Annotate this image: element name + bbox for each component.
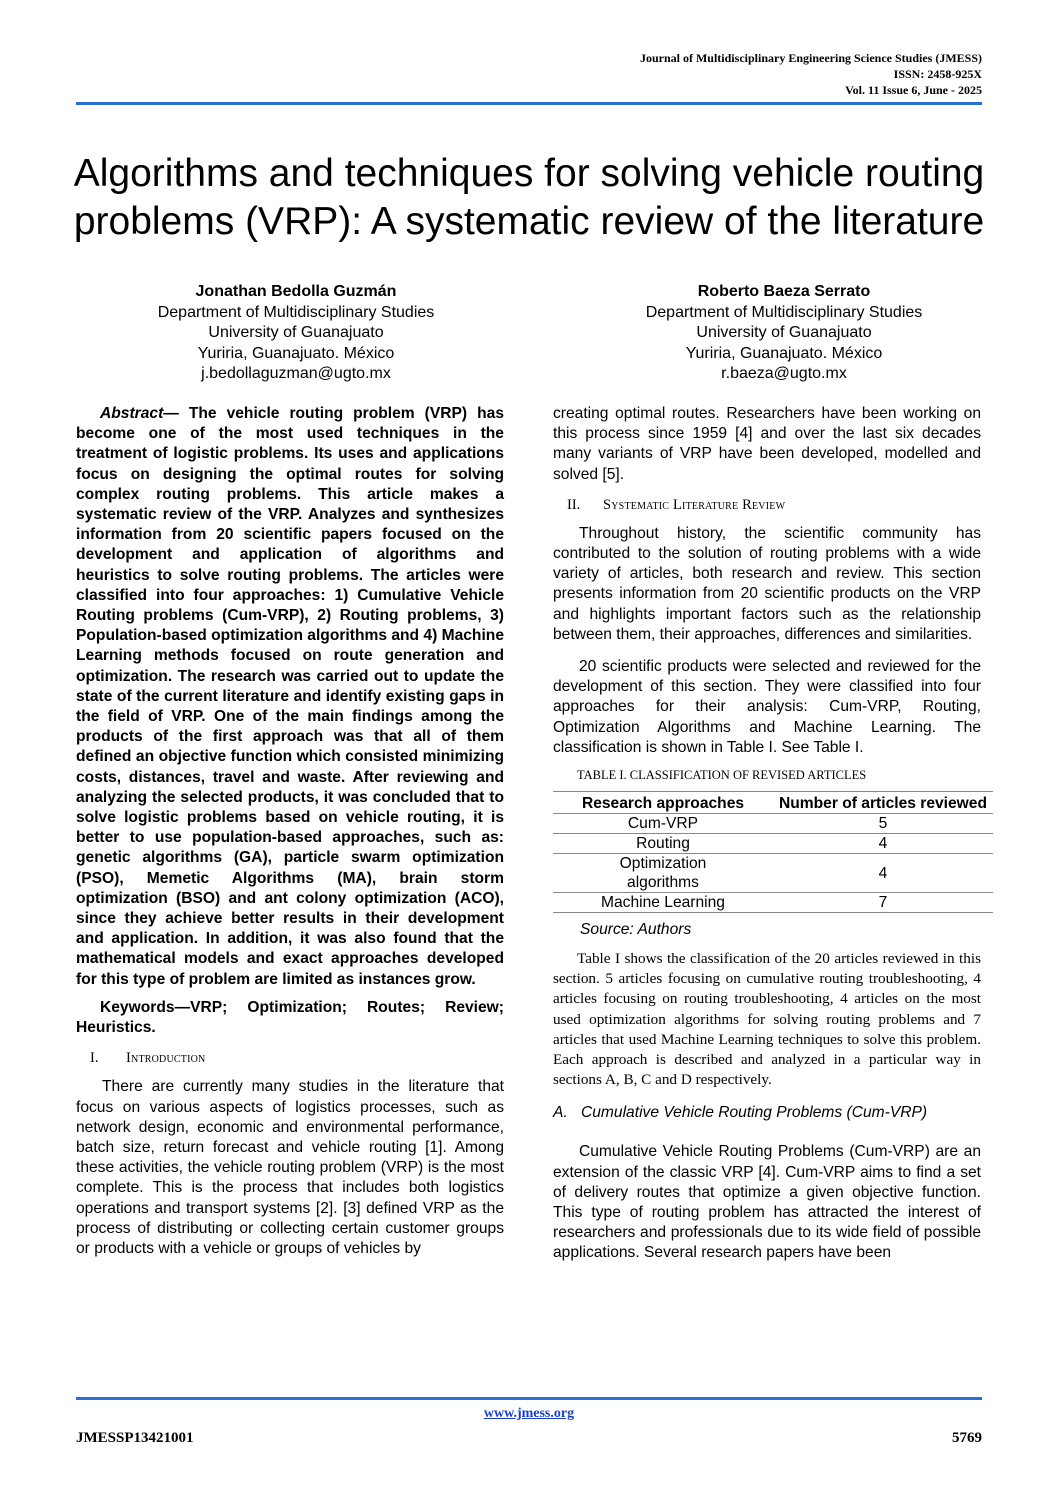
table-cell: Optimization algorithms bbox=[553, 854, 773, 893]
author-department: Department of Multidisciplinary Studies bbox=[645, 303, 923, 321]
table-cell: 7 bbox=[773, 893, 993, 913]
author-university: University of Guanajuato bbox=[208, 324, 384, 341]
footer-rule bbox=[76, 1397, 982, 1400]
page-number: 5769 bbox=[952, 1430, 982, 1446]
paragraph-introduction-cont: creating optimal routes. Researchers have been working on this process since 1959 [4] and over the last six decades many variants of VRP have been developed, modelled and solved [5]. bbox=[553, 405, 981, 483]
table-cell: 4 bbox=[773, 854, 993, 893]
author-name: Jonathan Bedolla Guzmán bbox=[195, 283, 397, 300]
paragraph-subsection-a: Cumulative Vehicle Routing Problems (Cum-VRP) are an extension of the classic VRP [4]. Cum-VRP aims to find a set of delivery routes that optimize a given objective function. This type of routing problem has attracted the interest of researchers and professionals due to its wide field of possible applications. Several research papers have been bbox=[553, 1143, 981, 1262]
abstract bbox=[76, 404, 504, 990]
table-header-cell: Number of articles reviewed bbox=[773, 792, 993, 814]
section-number: I. bbox=[90, 1050, 99, 1067]
journal-header bbox=[640, 50, 982, 98]
table-cell: Cum-VRP bbox=[553, 814, 773, 834]
subsection-title: Cumulative Vehicle Routing Problems (Cum-VRP) bbox=[581, 1104, 928, 1122]
author-university: University of Guanajuato bbox=[696, 324, 872, 341]
author-location: Yuriria, Guanajuato. México bbox=[197, 344, 395, 362]
header-rule bbox=[76, 102, 982, 105]
journal-volume: Vol. 11 Issue 6, June - 2025 bbox=[845, 83, 982, 97]
subsection-heading-a bbox=[553, 1104, 981, 1122]
section-heading-systematic-review bbox=[567, 497, 981, 514]
section-title: Introduction bbox=[126, 1050, 206, 1067]
journal-name: Journal of Multidisciplinary Engineering Science Studies (JMESS) bbox=[639, 51, 982, 65]
table-caption: TABLE I. CLASSIFICATION OF REVISED ARTICLES bbox=[577, 768, 867, 783]
table-cell: 4 bbox=[773, 834, 993, 854]
section-number: II. bbox=[567, 496, 581, 513]
table-source: Source: Authors bbox=[580, 921, 692, 939]
author-block-1 bbox=[76, 282, 516, 385]
table-cell: 5 bbox=[773, 814, 993, 834]
table-row bbox=[553, 893, 993, 913]
table-cell: Routing bbox=[553, 834, 773, 854]
abstract-dash: — bbox=[163, 405, 189, 422]
author-block-2 bbox=[564, 282, 1004, 385]
table-header-cell: Research approaches bbox=[553, 792, 773, 814]
paper-title: Algorithms and techniques for solving vehicle routing problems (VRP): A systematic review of the literature bbox=[73, 152, 985, 244]
paper-id: JMESSP13421001 bbox=[76, 1430, 194, 1446]
author-email: r.baeza@ugto.mx bbox=[721, 365, 847, 382]
classification-table bbox=[553, 791, 993, 913]
paragraph-slr-2: 20 scientific products were selected and reviewed for the development of this section. They were classified into four approaches for their analysis: Cum-VRP, Routing, Optimization Algorithms and Machine Learning. The classification is shown in Table I. See Table I. bbox=[553, 658, 981, 756]
left-column bbox=[76, 404, 504, 1259]
keywords: Keywords—VRP; Optimization; Routes; Review; Heuristics. bbox=[76, 998, 504, 1037]
table-cell: Machine Learning bbox=[553, 893, 773, 913]
author-email: j.bedollaguzman@ugto.mx bbox=[201, 365, 391, 382]
author-location: Yuriria, Guanajuato. México bbox=[685, 344, 883, 362]
table-row bbox=[553, 814, 993, 834]
author-name: Roberto Baeza Serrato bbox=[697, 283, 871, 300]
paragraph-introduction: There are currently many studies in the literature that focus on various aspects of logistics processes, such as network design, economic and environmental performance, batch size, return forecast and vehicle routing [1]. Among these activities, the vehicle routing problem (VRP) is the most complete. This is the process that includes both logistics operations and transport systems [2]. [3] defined VRP as the process of distributing or collecting certain customer groups or products with a vehicle or groups of vehicles by bbox=[76, 1078, 504, 1257]
abstract-label: Abstract bbox=[100, 405, 164, 422]
abstract-text: The vehicle routing problem (VRP) has become one of the most used techniques in the treatment of logistic problems. Its uses and applications focus on designing the optimal routes for solving complex routing problems. This article makes a systematic review of the VRP. Analyzes and synthesizes information from 20 scientific papers focused on the development and application of algorithms and heuristics to solve routing problems. The articles were classified into four approaches: 1) Cumulative Vehicle Routing problems (Cum-VRP), 2) Routing problems, 3) Population-based optimization algorithms and 4) Machine Learning methods focused on route generation and optimization. The research was carried out to update the state of the current literature and identify existing gaps in the field of VRP. One of the main findings among the products of the first approach was that all of them defined an objective function which consisted minimizing costs, distances, travel and waste. After reviewing and analyzing the selected products, it was concluded that to solve logistic problems based on vehicle routing, it is better to use population-based approaches, such as: genetic algorithms (GA), particle swarm optimization (PSO), Memetic Algorithms (MA), brain storm optimization (BSO) and ant colony optimization (ACO), since they achieve better results in their development and application. In addition, it was also found that the mathematical models and exact approaches developed for this type of problem are limited as instances grow. bbox=[76, 405, 504, 988]
table-row bbox=[553, 834, 993, 854]
paragraph-table-description: Table I shows the classification of the 20 articles reviewed in this section. 5 articles focusing on cumulative routing troubleshooting, 4 articles focusing on routing troubleshooting, 4 articles on the most used optimization algorithms for solving routing problems and 7 articles that used Machine Learning techniques to solve this problem. Each approach is described and analyzed in a particular way in sections A, B, C and D respectively. bbox=[553, 950, 981, 1089]
table-header-row bbox=[553, 792, 993, 814]
section-title: Systematic Literature Review bbox=[603, 496, 786, 513]
table-row bbox=[553, 854, 993, 893]
section-heading-introduction bbox=[90, 1050, 504, 1067]
journal-issn: ISSN: 2458-925X bbox=[893, 67, 982, 81]
subsection-number: A. bbox=[553, 1104, 568, 1122]
journal-url-link[interactable]: www.jmess.org bbox=[483, 1406, 575, 1421]
paragraph-slr-1: Throughout history, the scientific community has contributed to the solution of routing problems with a wide variety of articles, both research and review. This section presents information from 20 scientific products on the VRP and highlights important factors such as the relationship between them, their approaches, differences and similarities. bbox=[553, 524, 981, 643]
author-department: Department of Multidisciplinary Studies bbox=[157, 303, 435, 321]
right-column bbox=[553, 404, 987, 1264]
